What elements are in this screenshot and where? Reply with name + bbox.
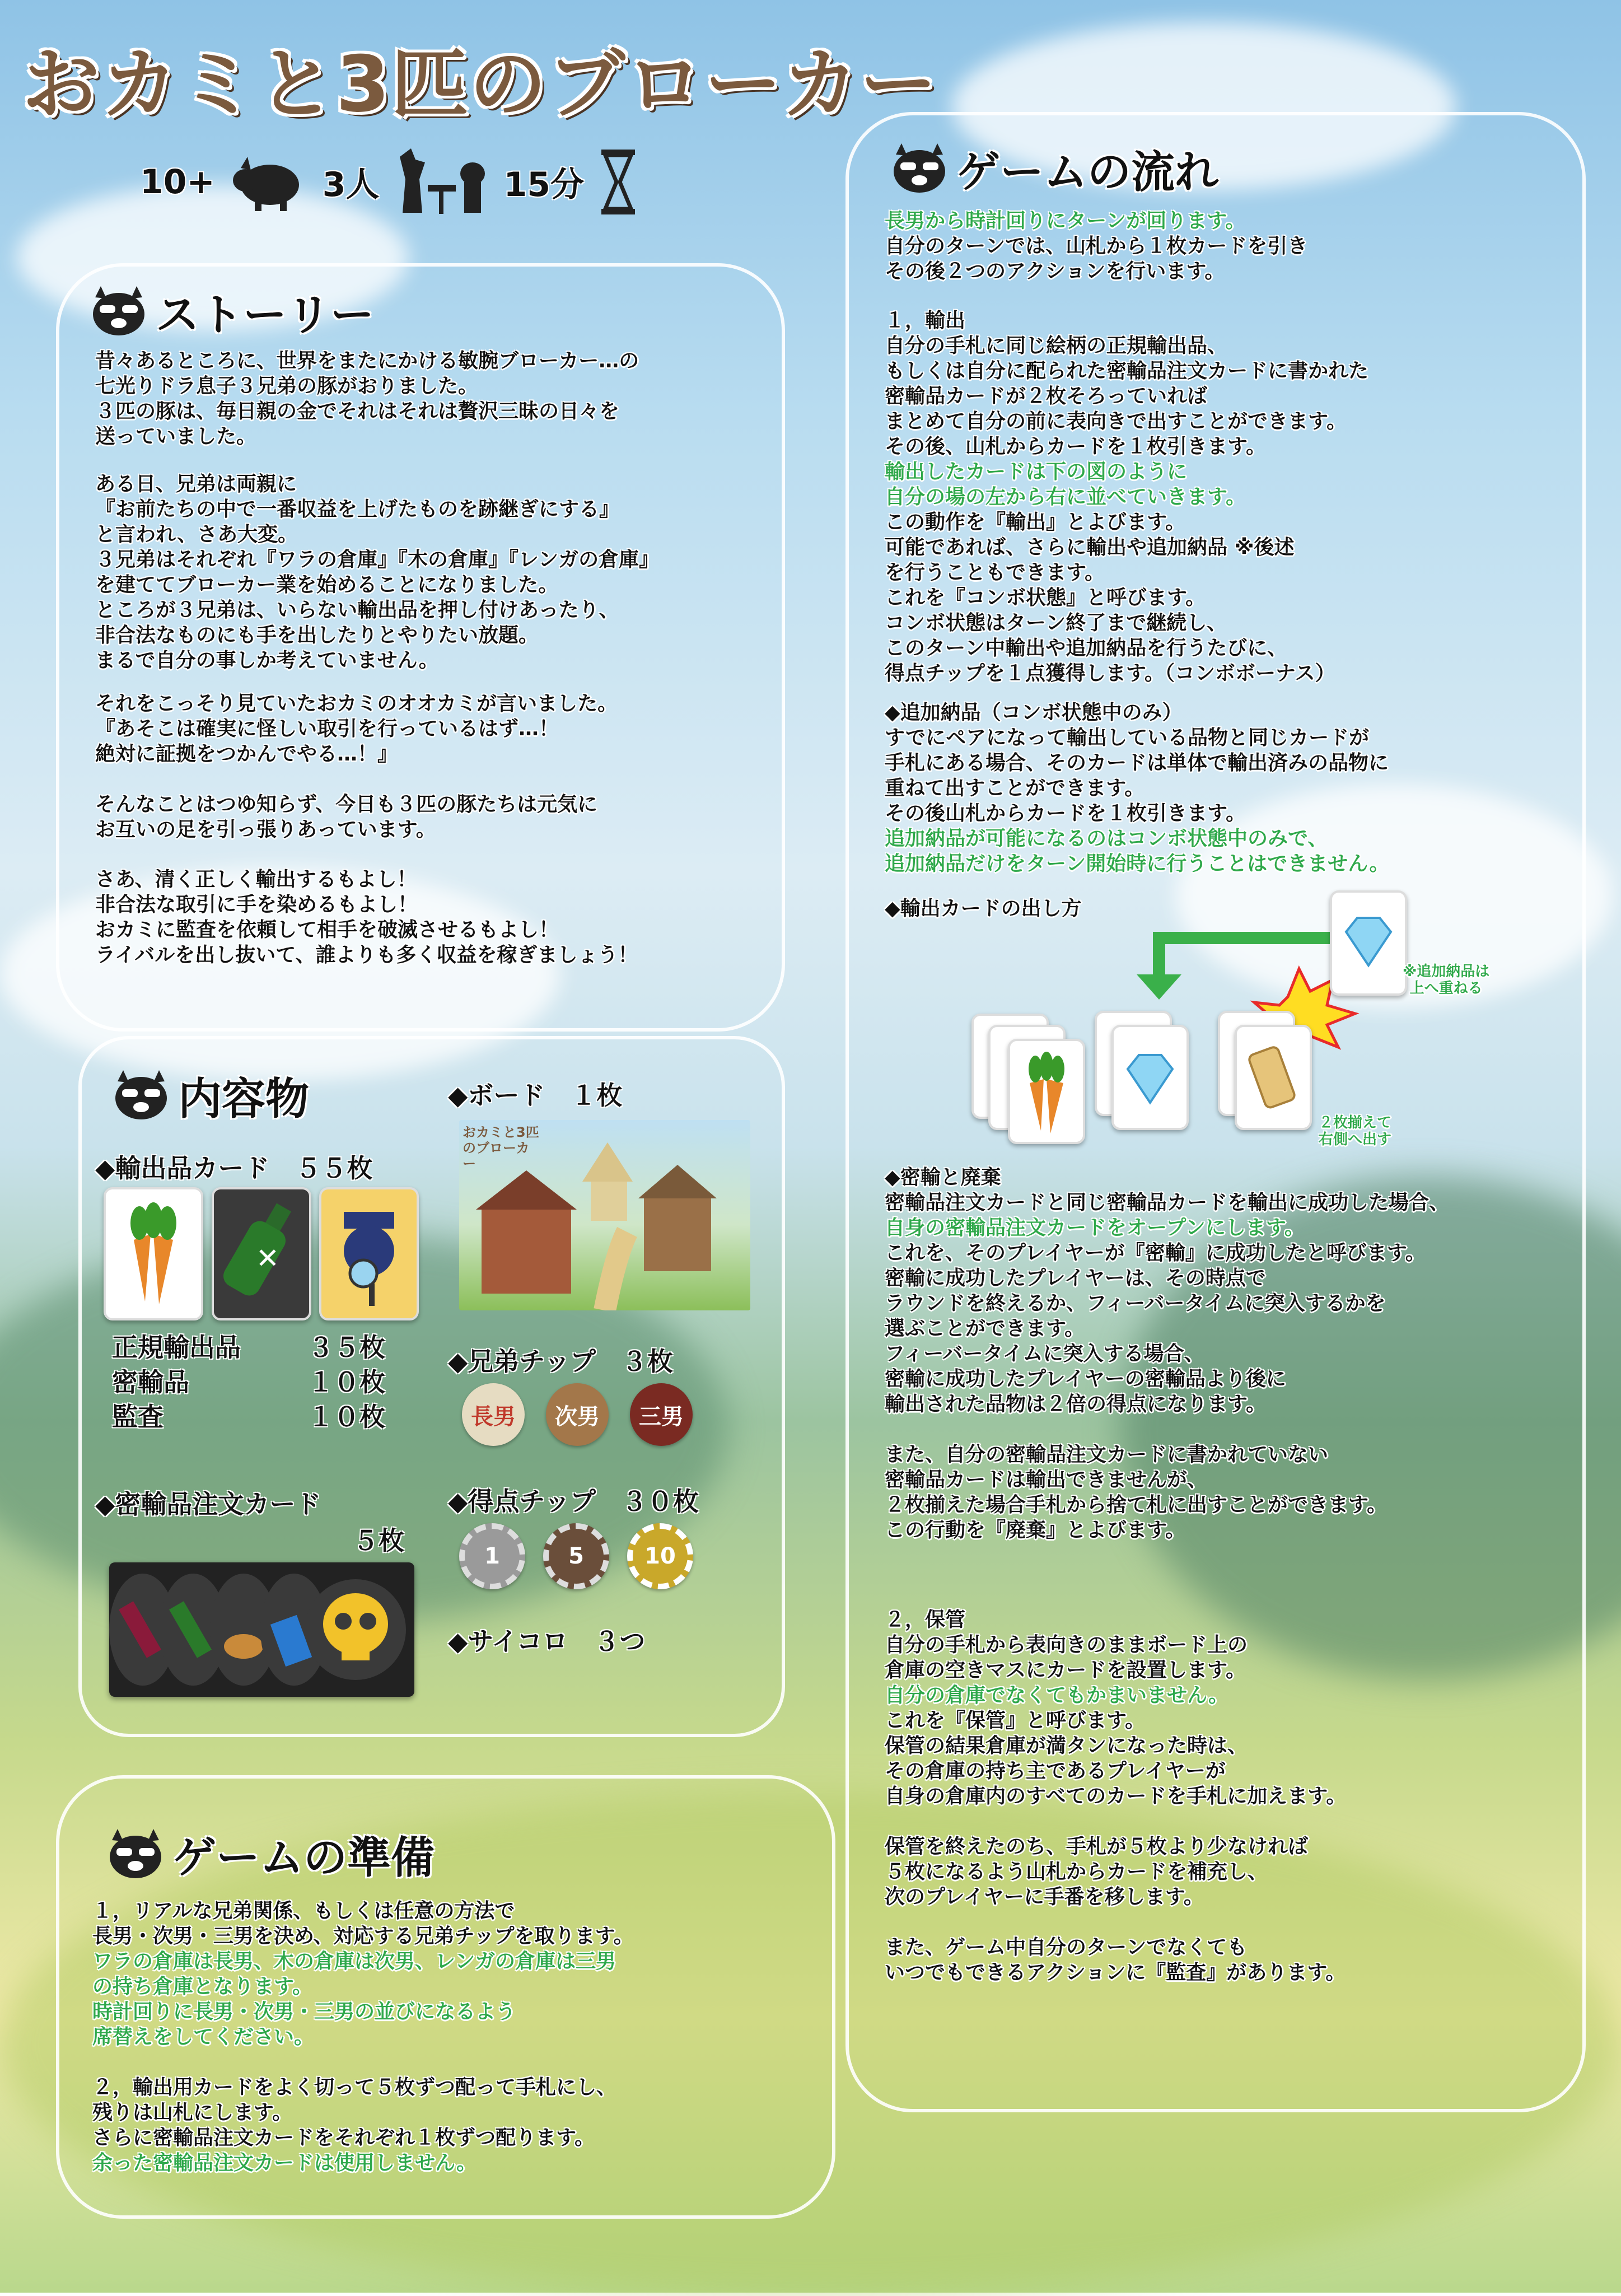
story-heading: ストーリー — [90, 280, 374, 343]
text-line: この行動を『廃棄』とよびます。 — [885, 1519, 1186, 1542]
text-line: 得点チップを１点獲得します。（コンボボーナス） — [885, 662, 1335, 685]
regular-export-name: 正規輸出品 — [112, 1332, 241, 1362]
text-line: ラウンドを終えるか、フィーバータイムに突入するかを — [885, 1292, 1386, 1315]
text-line: その後、山札からカードを１枚引きます。 — [885, 435, 1267, 458]
text-line: これを『コンボ状態』と呼びます。 — [885, 586, 1206, 609]
board-image — [459, 1120, 750, 1310]
text-line: 自分の場の左から右に並べていきます。 — [885, 486, 1246, 508]
text-line: 残りは山札にします。 — [92, 2101, 293, 2124]
contraband-bottle-card — [212, 1187, 311, 1320]
text-line: 長男・次男・三男を決め、対応する兄弟チップを取ります。 — [92, 1925, 634, 1948]
contraband-name: 密輸品 — [112, 1367, 189, 1397]
text-line: フィーバータイムに突入する場合、 — [885, 1342, 1204, 1365]
text-line: 長男から時計回りにターンが回ります。 — [885, 209, 1246, 232]
text-line: 時計回りに長男・次男・三男の並びになるよう — [92, 2000, 516, 2023]
text-line: 密輸に成功したプレイヤーは、その時点で — [885, 1267, 1266, 1290]
text-line: その倉庫の持ち主であるプレイヤーが — [885, 1760, 1226, 1782]
text-line: の持ち倉庫となります。 — [92, 1975, 313, 1998]
order-cards-label: ◆密輸品注文カード — [95, 1489, 321, 1519]
flow-smuggle — [885, 1165, 1449, 1543]
text-line: その後２つのアクションを行います。 — [885, 260, 1225, 283]
pig-icon — [230, 151, 308, 213]
story-paragraph-3: それをこっそり見ていたおカミのオオカミが言いました。 『あそこは確実に怪しい取引を行っているはず…！ 絶対に証拠をつかんでやる…！』 — [95, 692, 618, 766]
text-line: 次のプレイヤーに手番を移します。 — [885, 1886, 1204, 1908]
chip-third: 三男 — [630, 1383, 693, 1446]
contents-heading: 内容物 — [112, 1064, 309, 1127]
export-cards-label: ◆輸出品カード ５５枚 — [95, 1153, 373, 1183]
wolf-and-pig-icon — [394, 146, 489, 218]
text-line: 追加納品が可能になるのはコンボ状態中のみで、 — [885, 827, 1328, 850]
text-line: 席替えをしてください。 — [92, 2026, 315, 2048]
pig-sunglasses-icon — [890, 143, 949, 194]
text-line: ２，保管 — [885, 1608, 966, 1631]
text-line: 自身の密輸品注文カードをオープンにします。 — [885, 1216, 1305, 1239]
text-line: 密輸品注文カードと同じ密輸品カードを輸出に成功した場合、 — [885, 1191, 1450, 1214]
text-line: すでにペアになって輸出している品物と同じカードが — [885, 726, 1370, 749]
story-paragraph-1: 昔々あるところに、世界をまたにかける敏腕ブローカー…の 七光りドラ息子３兄弟の豚がおりました。 ３匹の豚は、毎日親の金でそれはそれは贅沢三昧の日々を 送っていました。 — [95, 349, 639, 448]
flow-addition — [885, 700, 1389, 876]
text-line: ２，輸出用カードをよく切って５枚ずつ配って手札にし、 — [92, 2076, 617, 2099]
text-line: この動作を『輸出』とよびます。 — [885, 511, 1186, 534]
text-line: 倉庫の空きマスにカードを設置します。 — [885, 1659, 1246, 1682]
text-line: １，輸出 — [885, 309, 966, 332]
hourglass-icon — [599, 148, 638, 216]
carrot-card-3 — [1008, 1039, 1085, 1144]
score-chips-label: ◆得点チップ ３０枚 — [448, 1486, 699, 1516]
players-label: 3人 — [322, 165, 380, 204]
diagram-note-addition: ※追加納品は 上へ重ねる — [1403, 963, 1490, 997]
pig-sunglasses-icon — [90, 286, 148, 337]
text-line — [885, 1417, 1449, 1442]
pig-sunglasses-icon — [112, 1070, 170, 1121]
text-line: を行うこともできます。 — [885, 561, 1105, 584]
text-line: 密輸品カードは輸出できませんが、 — [885, 1468, 1208, 1491]
text-line: 輸出された品物は２倍の得点になります。 — [885, 1393, 1267, 1416]
order-cards-image — [109, 1562, 414, 1697]
board-label: ◆ボード １枚 — [448, 1080, 623, 1110]
chip-second: 次男 — [546, 1383, 609, 1446]
text-line: もしくは自分に配られた密輸品注文カードに書かれた — [885, 360, 1369, 382]
text-line: １，リアルな兄弟関係、もしくは任意の方法で — [92, 1900, 515, 1922]
inspector-card — [319, 1187, 419, 1320]
text-line — [885, 1910, 1346, 1935]
text-line: コンボ状態はターン終了まで継続し、 — [885, 612, 1227, 634]
text-line: 余った密輸品注文カードは使用しません。 — [92, 2152, 477, 2174]
flow-intro — [885, 208, 1307, 284]
regular-export-count: ３５枚 — [308, 1332, 385, 1362]
score-chip-10: 10 — [627, 1523, 693, 1589]
chip-eldest: 長男 — [462, 1383, 525, 1446]
text-line: ワラの倉庫は長男、木の倉庫は次男、レンガの倉庫は三男 — [92, 1950, 616, 1973]
text-line: ２枚揃えた場合手札から捨て札に出すことができます。 — [885, 1494, 1388, 1516]
text-line: ５枚になるよう山札からカードを補充し、 — [885, 1860, 1268, 1883]
flow-heading: ゲームの流れ — [890, 137, 1218, 200]
text-line: 保管を終えたのち、手札が５枚より少なければ — [885, 1835, 1309, 1858]
setup-text — [92, 1898, 634, 2176]
diamond-card-2 — [1111, 1025, 1189, 1130]
story-paragraph-4: そんなことはつゆ知らず、今日も３匹の豚たちは元気に お互いの足を引っ張りあっています。 — [95, 793, 598, 841]
howto-label: ◆輸出カードの出し方 — [885, 897, 1082, 920]
time-label: 15分 — [503, 165, 585, 204]
contraband-count: １０枚 — [308, 1367, 385, 1397]
text-line: 手札にある場合、そのカードは単体で輸出済みの品物に — [885, 752, 1389, 774]
text-line: いつでもできるアクションに『監査』があります。 — [885, 1961, 1346, 1984]
board-logo: おカミと3匹のブローカー — [463, 1124, 539, 1172]
text-line: 自分の手札から表向きのままボード上の — [885, 1634, 1248, 1656]
text-line: 保管の結果倉庫が満タンになった時は、 — [885, 1734, 1248, 1757]
diamond-card-top — [1330, 890, 1407, 996]
game-title: おカミと3匹のブローカー — [22, 39, 938, 129]
text-line — [92, 2050, 634, 2075]
text-line: これを『保管』と呼びます。 — [885, 1709, 1146, 1732]
flow-storage — [885, 1607, 1346, 1985]
text-line: これを、そのプレイヤーが『密輸』に成功したと呼びます。 — [885, 1242, 1426, 1264]
text-line: このターン中輸出や追加納品を行うたびに、 — [885, 637, 1288, 660]
text-line — [885, 1809, 1346, 1834]
text-line: 自分の手札に同じ絵柄の正規輸出品、 — [885, 334, 1228, 357]
flow-export — [885, 308, 1368, 686]
meta-row — [140, 146, 638, 218]
dice-label: ◆サイコロ ３つ — [448, 1626, 646, 1656]
audit-count: １０枚 — [308, 1402, 385, 1432]
text-line: その後山札からカードを１枚引きます。 — [885, 802, 1246, 825]
text-line: 選ぶことができます。 — [885, 1317, 1085, 1340]
text-line: 輸出したカードは下の図のように — [885, 460, 1188, 483]
pig-sunglasses-icon — [106, 1829, 165, 1879]
text-line: 追加納品だけをターン開始時に行うことはできません。 — [885, 852, 1390, 875]
story-paragraph-5: さあ、清く正しく輸出するもよし！ 非合法な取引に手を染めるもよし！ おカミに監査を依頼して相手を破滅させるもよし！ ライバルを出し抜いて、誰よりも多く収益を稼ぎましょう！ — [95, 868, 638, 967]
diagram-note-pair: ２枚揃えて 右側へ出す — [1319, 1114, 1392, 1148]
svg-text:✕: ✕ — [256, 1242, 279, 1275]
age-label: 10+ — [140, 162, 215, 202]
scroll-card-2 — [1235, 1025, 1312, 1130]
text-line: 密輸品カードが２枚そろっていれば — [885, 385, 1208, 408]
text-line: 重ねて出すことができます。 — [885, 777, 1145, 800]
text-line: また、ゲーム中自分のターンでなくても — [885, 1936, 1248, 1959]
text-line: 自分の倉庫でなくてもかまいません。 — [885, 1684, 1229, 1707]
text-line: 自分のターンでは、山札から１枚カードを引き — [885, 235, 1308, 258]
text-line: 可能であれば、さらに輸出や追加納品 ※後述 — [885, 536, 1295, 559]
story-paragraph-2: ある日、兄弟は両親に 『お前たちの中で一番収益を上げたものを跡継ぎにする』 と言われ、さあ大変。 ３兄弟はそれぞれ『ワラの倉庫』『木の倉庫』『レンガの倉庫』 を建ててブローカー業を始めることになりました。 ところが３兄弟は、いらない輸出品を押し付けあったり、 非合法なものにも手を出したりとやりたい放題。 まるで自分の事しか考えていません。 — [95, 473, 660, 672]
order-cards-count: ５枚 — [353, 1525, 404, 1556]
carrot-card — [104, 1187, 203, 1320]
score-chip-5: 5 — [543, 1523, 609, 1589]
setup-heading: ゲームの準備 — [106, 1823, 435, 1886]
text-line: ◆密輸と廃棄 — [885, 1166, 1001, 1189]
text-line: また、自分の密輸品注文カードに書かれていない — [885, 1443, 1329, 1466]
audit-name: 監査 — [112, 1402, 163, 1432]
text-line: まとめて自分の前に表向きで出すことができます。 — [885, 410, 1347, 433]
score-chip-1: 1 — [459, 1523, 525, 1589]
brother-chips-label: ◆兄弟チップ ３枚 — [448, 1346, 673, 1376]
text-line: さらに密輸品注文カードをそれぞれ１枚ずつ配ります。 — [92, 2126, 595, 2149]
text-line: 密輸に成功したプレイヤーの密輸品より後に — [885, 1368, 1286, 1390]
text-line: ◆追加納品（コンボ状態中のみ） — [885, 701, 1183, 724]
text-line: 自身の倉庫内のすべてのカードを手札に加えます。 — [885, 1785, 1347, 1808]
